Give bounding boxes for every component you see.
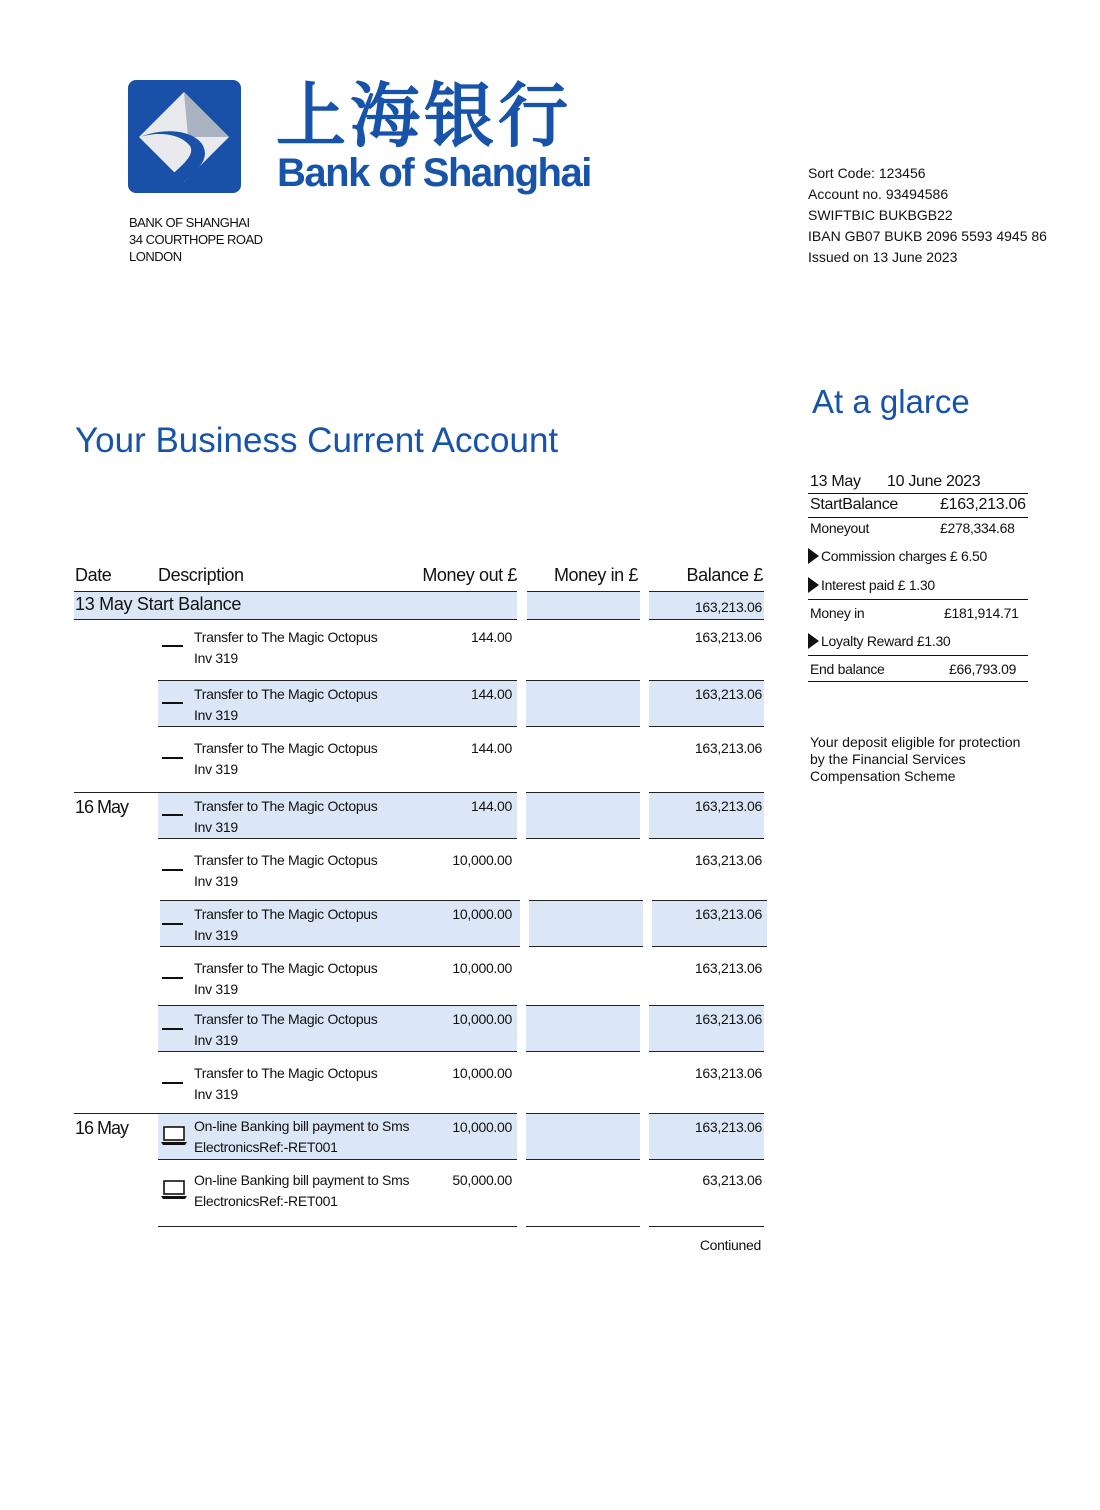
dash-icon xyxy=(162,702,183,704)
bank-name-chinese: 上海银行 xyxy=(276,75,572,157)
iban: IBAN GB07 BUKB 2096 5593 4945 86 xyxy=(808,228,1047,244)
start-balance-value: 163,213.06 xyxy=(694,599,762,615)
row-line xyxy=(649,680,764,681)
row-desc-1: Transfer to The Magic Octopus xyxy=(194,686,378,702)
row-desc-2: Inv 319 xyxy=(194,650,238,666)
address-line: LONDON xyxy=(129,249,182,264)
dash-icon xyxy=(162,1028,183,1030)
account-number: Account no. 93494586 xyxy=(808,186,949,202)
row-balance: 163,213.06 xyxy=(694,906,762,922)
end-balance-label: End balance xyxy=(810,661,885,677)
bank-logo-mark xyxy=(128,80,241,193)
row-money-out: 144.00 xyxy=(470,686,512,702)
row-desc-1: Transfer to The Magic Octopus xyxy=(194,1011,378,1027)
header-money-in: Money in £ xyxy=(553,565,638,585)
row-desc-2: Inv 319 xyxy=(194,1032,238,1048)
row-money-out: 10,000.00 xyxy=(452,1011,512,1027)
row-line xyxy=(529,900,643,901)
laptop-icon xyxy=(160,1125,188,1147)
deposit-protection-note xyxy=(810,734,1020,785)
row-money-out: 144.00 xyxy=(470,629,512,645)
row-money-out: 10,000.00 xyxy=(452,1119,512,1135)
dash-icon xyxy=(162,1082,183,1084)
row-money-out: 144.00 xyxy=(470,798,512,814)
row-line xyxy=(526,680,640,681)
row-desc-2: Inv 319 xyxy=(194,1086,238,1102)
row-desc-1: Transfer to The Magic Octopus xyxy=(194,629,378,645)
money-in-value: £181,914.71 xyxy=(944,605,1019,621)
swift-code: SWIFTBIC BUKBGB22 xyxy=(808,207,953,223)
divider xyxy=(808,655,1028,656)
row-line xyxy=(160,900,520,901)
triangle-bullet-icon xyxy=(808,548,819,564)
divider xyxy=(808,681,1028,682)
row-money-out: 10,000.00 xyxy=(452,906,512,922)
continued-label: Contiuned xyxy=(699,1237,761,1253)
row-line xyxy=(526,1005,640,1006)
bank-address xyxy=(129,214,263,265)
loyalty-text: Loyalty Reward £1.30 xyxy=(821,633,951,649)
row-line xyxy=(649,1005,764,1006)
row-line xyxy=(652,946,767,947)
header-balance: Balance £ xyxy=(686,565,763,585)
row-line xyxy=(649,726,764,727)
header-date: Date xyxy=(75,565,112,585)
row-balance: 63,213.06 xyxy=(702,1172,762,1188)
row-line xyxy=(158,1051,517,1052)
row-desc-1: Transfer to The Magic Octopus xyxy=(194,1065,378,1081)
dash-icon xyxy=(162,977,183,979)
commission-text: Commission charges £ 6.50 xyxy=(821,548,988,564)
row-balance: 163,213.06 xyxy=(694,686,762,702)
row-line xyxy=(649,619,764,620)
note-line: Your deposit eligible for protection xyxy=(810,734,1021,750)
laptop-icon xyxy=(160,1179,188,1201)
row-desc-1: Transfer to The Magic Octopus xyxy=(194,960,378,976)
row-money-out: 10,000.00 xyxy=(452,852,512,868)
address-line: 34 COURTHOPE ROAD xyxy=(129,232,263,247)
start-row-shade xyxy=(527,591,640,620)
moneyout-value: £278,334.68 xyxy=(940,520,1015,536)
dash-icon xyxy=(162,757,183,759)
row-desc-2: Inv 319 xyxy=(194,761,238,777)
header-money-out: Money out £ xyxy=(422,565,517,585)
date-label: 16 May xyxy=(75,1118,129,1138)
row-balance: 163,213.06 xyxy=(694,629,762,645)
row-desc-2: ElectronicsRef:-RET001 xyxy=(194,1139,338,1155)
row-line xyxy=(160,946,520,947)
row-line xyxy=(527,619,640,620)
row-shade xyxy=(526,1006,640,1051)
interest-row xyxy=(808,577,935,593)
row-balance: 163,213.06 xyxy=(694,1065,762,1081)
row-desc-2: ElectronicsRef:-RET001 xyxy=(194,1193,338,1209)
money-in-label: Money in xyxy=(810,605,865,621)
row-line xyxy=(652,900,767,901)
header-description: Description xyxy=(158,565,244,585)
bank-name-english: Bank of Shanghai xyxy=(277,151,591,195)
row-line xyxy=(529,946,643,947)
row-line xyxy=(158,1226,517,1227)
row-line xyxy=(526,726,640,727)
divider xyxy=(808,493,1028,494)
row-desc-1: On-line Banking bill payment to Sms xyxy=(194,1172,410,1188)
dash-icon xyxy=(162,869,183,871)
row-line xyxy=(526,1159,640,1160)
row-shade xyxy=(526,1114,640,1159)
row-line xyxy=(158,1005,517,1006)
row-desc-1: On-line Banking bill payment to Sms xyxy=(194,1118,410,1134)
row-balance: 163,213.06 xyxy=(694,1011,762,1027)
row-line xyxy=(158,726,517,727)
row-line xyxy=(526,1226,640,1227)
row-desc-2: Inv 319 xyxy=(194,927,238,943)
dash-icon xyxy=(162,645,183,647)
row-balance: 163,213.06 xyxy=(694,852,762,868)
row-line xyxy=(649,1226,764,1227)
interest-text: Interest paid £ 1.30 xyxy=(821,577,935,593)
moneyout-label: Moneyout xyxy=(810,520,870,536)
row-line xyxy=(526,792,640,793)
row-desc-2: Inv 319 xyxy=(194,873,238,889)
logo-diamond-icon xyxy=(128,80,241,193)
glance-period-end: 10 June 2023 xyxy=(887,473,981,490)
row-balance: 163,213.06 xyxy=(694,798,762,814)
page-title: Your Business Current Account xyxy=(75,421,559,460)
dash-icon xyxy=(162,923,183,925)
row-money-out: 10,000.00 xyxy=(452,960,512,976)
address-line: BANK OF SHANGHAI xyxy=(129,215,250,230)
row-balance: 163,213.06 xyxy=(694,1119,762,1135)
row-balance: 163,213.06 xyxy=(694,740,762,756)
row-balance: 163,213.06 xyxy=(694,960,762,976)
row-shade xyxy=(526,793,640,838)
row-desc-1: Transfer to The Magic Octopus xyxy=(194,906,378,922)
row-line xyxy=(649,1159,764,1160)
divider xyxy=(808,517,1028,518)
row-desc-1: Transfer to The Magic Octopus xyxy=(194,798,378,814)
row-shade xyxy=(526,681,640,726)
loyalty-row xyxy=(808,633,950,649)
row-desc-1: Transfer to The Magic Octopus xyxy=(194,852,378,868)
row-line xyxy=(649,1051,764,1052)
row-line xyxy=(649,591,764,592)
row-line xyxy=(74,619,517,620)
row-desc-2: Inv 319 xyxy=(194,707,238,723)
row-desc-2: Inv 319 xyxy=(194,819,238,835)
glance-period-start: 13 May xyxy=(810,473,861,490)
account-info xyxy=(808,163,1047,268)
sort-code: Sort Code: 123456 xyxy=(808,165,926,181)
start-balance-value: £163,213.06 xyxy=(940,496,1026,513)
row-line xyxy=(527,591,640,592)
start-balance-label: 13 May Start Balance xyxy=(75,594,242,614)
row-money-out: 144.00 xyxy=(470,740,512,756)
date-label: 16 May xyxy=(75,797,129,817)
triangle-bullet-icon xyxy=(808,633,819,649)
note-line: Compensation Scheme xyxy=(810,768,956,784)
divider xyxy=(808,599,1028,600)
row-line xyxy=(649,792,764,793)
triangle-bullet-icon xyxy=(808,577,819,593)
start-balance-label: StartBalance xyxy=(810,496,899,513)
row-line xyxy=(649,1113,764,1114)
row-line xyxy=(158,838,517,839)
row-shade xyxy=(529,901,643,946)
note-line: by the Financial Services xyxy=(810,751,966,767)
row-line xyxy=(526,1051,640,1052)
row-line xyxy=(526,1113,640,1114)
commission-row xyxy=(808,548,987,564)
row-line xyxy=(649,838,764,839)
end-balance-value: £66,793.09 xyxy=(949,661,1017,677)
issued-date: Issued on 13 June 2023 xyxy=(808,249,958,265)
row-line xyxy=(74,591,517,592)
row-money-out: 10,000.00 xyxy=(452,1065,512,1081)
row-line xyxy=(158,680,517,681)
row-money-out: 50,000.00 xyxy=(452,1172,512,1188)
row-desc-1: Transfer to The Magic Octopus xyxy=(194,740,378,756)
row-desc-2: Inv 319 xyxy=(194,981,238,997)
dash-icon xyxy=(162,814,183,816)
row-line xyxy=(158,1159,517,1160)
row-line xyxy=(526,838,640,839)
glance-title: At a glarce xyxy=(812,383,970,420)
